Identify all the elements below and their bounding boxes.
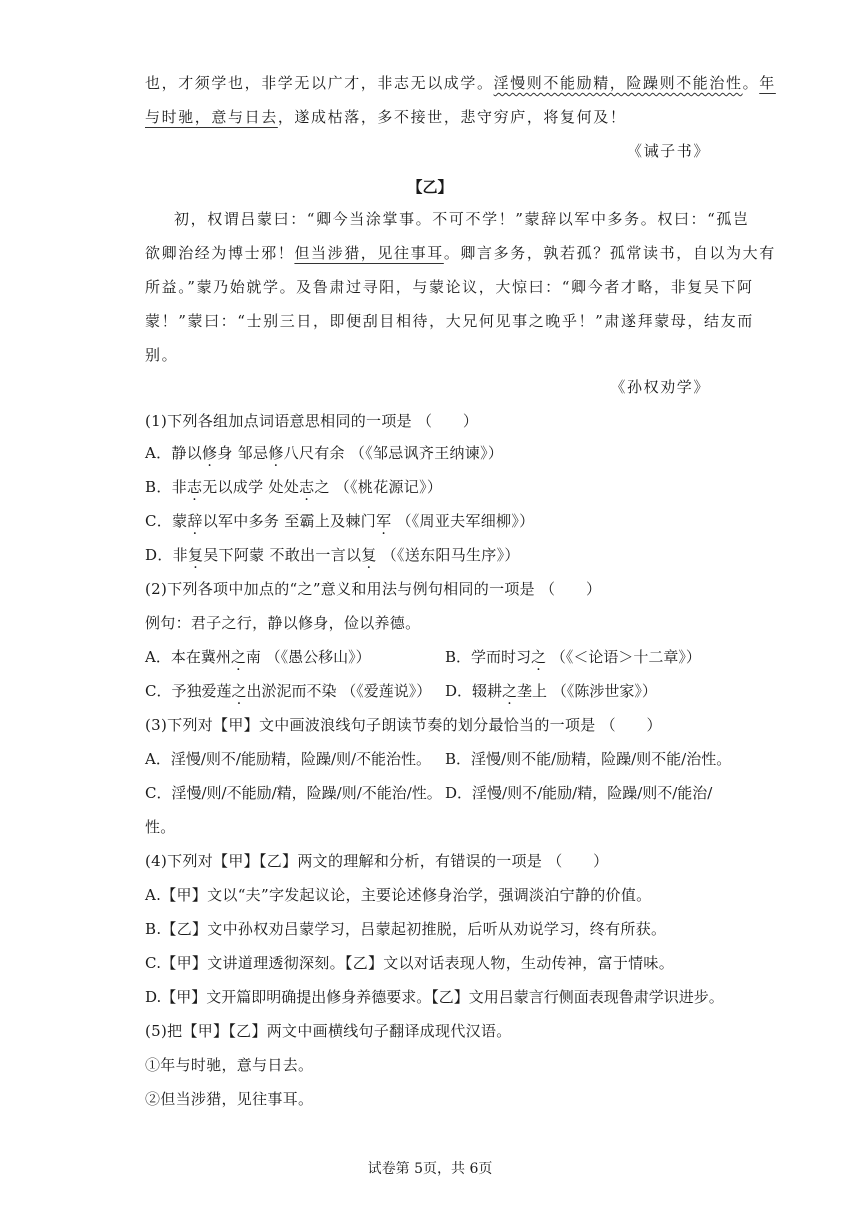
q1-stem: (1)下列各组加点词语意思相同的一项是 （ ） — [145, 412, 479, 430]
dotted-word: 之 — [231, 682, 247, 700]
jia-text: ，遂成枯落，多不接世，悲守穷庐，将复何及！ — [277, 108, 627, 126]
jia-source: 《诫子书》 — [626, 142, 710, 160]
q5-stem: (5)把【甲】【乙】两文中画横线句子翻译成现代汉语。 — [145, 1022, 512, 1040]
dotted-word: 修 — [202, 444, 218, 462]
q2-option-c: C．予独爱莲之出淤泥而不染 （《爱莲说》） — [145, 682, 432, 700]
dotted-word: 志 — [186, 478, 203, 496]
q3-option-b: B．淫慢/则不能/励精，险躁/则不能/治性。 — [445, 750, 732, 768]
yi-heading: 【乙】 — [407, 178, 453, 196]
q4-option-b: B.【乙】文中孙权劝吕蒙学习，吕蒙起初推脱，后听从劝说学习，终有所获。 — [145, 920, 667, 938]
wavy-underlined-sentence: 淫慢则不能励精，险躁则不能治性 — [493, 74, 743, 92]
q5-sentence-2: ②但当涉猎，见往事耳。 — [145, 1090, 314, 1108]
dotted-word: 复 — [187, 546, 204, 564]
jia-text: 也，才须学也，非学无以广才，非志无以成学。 — [145, 74, 494, 92]
q2-option-b: B．学而时习之 （《＜论语＞十二章》） — [445, 648, 701, 666]
underlined-sentence: 与时驰，意与日去 — [145, 108, 278, 126]
underlined-sentence: 但当涉猎，见往事耳 — [294, 244, 444, 262]
q2-option-a: A．本在冀州之南 （《愚公移山》） — [145, 648, 371, 666]
dotted-word: 复 — [361, 546, 377, 564]
dotted-word: 之 — [230, 648, 246, 666]
q2-stem: (2)下列各项中加点的“之”意义和用法与例句相同的一项是 （ ） — [145, 580, 602, 598]
yi-text: 欲卿治经为博士邪！ — [145, 244, 295, 262]
dotted-word: 修 — [268, 444, 284, 462]
q3-option-d: D．淫慢/则不/能励/精，险躁/则不/能治/ — [445, 784, 713, 802]
q5-sentence-1: ①年与时驰，意与日去。 — [145, 1056, 314, 1074]
q1-option-d: D．非复吴下阿蒙 不敢出一言以复 （《送东阳马生序》） — [145, 546, 520, 564]
q1-option-b: B．非志无以成学 处处志之 （《桃花源记》） — [145, 478, 443, 496]
underlined-sentence: 年 — [759, 74, 776, 92]
dotted-word: 之 — [502, 682, 518, 700]
q3-stem: (3)下列对【甲】文中画波浪线句子朗读节奏的划分最恰当的一项是 （ ） — [145, 716, 662, 734]
dotted-word: 辞 — [187, 512, 203, 530]
q2-option-d: D．辍耕之垄上 （《陈涉世家》） — [445, 682, 657, 700]
yi-line-1: 初，权谓吕蒙曰：“卿今当涂掌事。不可不学！”蒙辞以军中多务。权曰：“孤岂 — [174, 210, 750, 228]
q2-example: 例句：君子之行，静以修身，俭以养德。 — [145, 614, 421, 632]
jia-line-1 — [145, 72, 776, 94]
dotted-word: 之 — [531, 648, 547, 666]
page-footer: 试卷第 5页，共 6页 — [367, 1161, 493, 1177]
q4-option-c: C.【甲】文讲道理透彻深刻。【乙】文以对话表现人物，生动传神，富于情味。 — [145, 954, 675, 972]
q1-option-c: C．蒙辞以军中多务 至霸上及棘门军 （《周亚夫军细柳》） — [145, 512, 535, 530]
yi-line-4: 蒙！”蒙曰：“士别三日，即便刮目相待，大兄何见事之晚乎！”肃遂拜蒙母，结友而 — [145, 312, 754, 330]
yi-source: 《孙权劝学》 — [610, 378, 710, 396]
yi-line-3: 所益。”蒙乃始就学。及鲁肃过寻阳，与蒙论议，大惊曰：“卿今者才略，非复吴下阿 — [145, 278, 754, 296]
dotted-word: 志 — [299, 478, 315, 496]
jia-text: 。 — [742, 74, 760, 92]
q3-option-d-cont: 性。 — [145, 818, 176, 836]
jia-line-2 — [145, 106, 725, 128]
q3-option-a: A．淫慢/则不/能励精，险躁/则/不能治性。 — [145, 750, 432, 768]
yi-text: 。卿言多务，孰若孤？孤常读书，自以为大有 — [443, 244, 776, 262]
q3-option-c: C．淫慢/则/不能励/精，险躁/则/不能治/性。 — [145, 784, 442, 802]
q4-stem: (4)下列对【甲】【乙】两文的理解和分析，有错误的一项是 （ ） — [145, 852, 609, 870]
q4-option-d: D.【甲】文开篇即明确提出修身养德要求。【乙】文用吕蒙言行侧面表现鲁肃学识进步。 — [145, 988, 724, 1006]
q1-option-a: A．静以修身 邹忌修八尺有余 （《邹忌讽齐王纳谏》） — [145, 444, 504, 462]
q4-option-a: A.【甲】文以“夫”字发起议论，主要论述修身治学，强调淡泊宁静的价值。 — [145, 886, 652, 904]
yi-line-2 — [145, 242, 776, 264]
yi-line-5: 别。 — [145, 346, 179, 364]
dotted-word: 军 — [376, 512, 392, 530]
